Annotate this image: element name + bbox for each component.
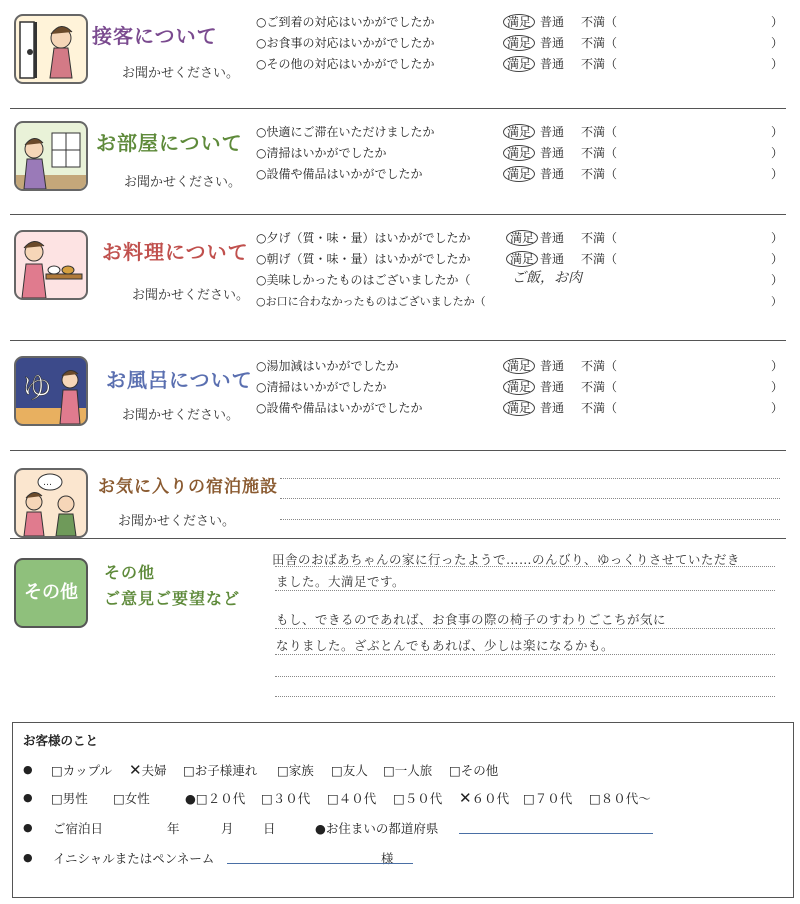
paren-close: ）	[771, 295, 782, 308]
divider	[10, 108, 786, 109]
question-text: ○その他の対応はいかがでしたか	[256, 57, 435, 71]
option-20s[interactable]: ●□２０代	[185, 791, 246, 806]
paren-close: ）	[771, 125, 784, 139]
bullet-icon: ●	[23, 763, 33, 776]
satisfied-option[interactable]: 満足	[503, 398, 535, 419]
answer-line[interactable]	[280, 519, 780, 520]
option-family[interactable]: □家族	[277, 763, 314, 778]
question-text: ○夕げ（質・味・量）はいかがでしたか	[256, 231, 471, 245]
answer-line[interactable]	[280, 498, 780, 499]
satisfied-option[interactable]: 満足	[503, 356, 535, 377]
penname-field[interactable]	[227, 863, 413, 864]
satisfied-option[interactable]: 満足	[503, 122, 535, 143]
option-60s[interactable]: ✕６０代	[459, 789, 510, 807]
meal-heading: お料理について	[102, 240, 249, 264]
meal-sub: お聞かせください。	[132, 288, 250, 303]
normal-option[interactable]: 普通	[540, 125, 565, 139]
normal-option[interactable]: 普通	[540, 57, 565, 71]
satisfied-option[interactable]: 満足	[503, 377, 535, 398]
option-with-children[interactable]: □お子様連れ	[183, 763, 258, 778]
option-50s[interactable]: □５０代	[393, 791, 443, 806]
satisfied-option[interactable]: 満足	[503, 33, 535, 54]
dissatisfied-option[interactable]: 不満（	[581, 36, 618, 50]
question-text: ○お食事の対応はいかがでしたか	[256, 36, 435, 50]
normal-option[interactable]: 普通	[540, 167, 565, 181]
bullet-icon: ●	[23, 821, 33, 834]
option-female[interactable]: □女性	[113, 791, 150, 806]
satisfied-option[interactable]: 満足	[503, 54, 535, 75]
room-heading: お部屋について	[96, 131, 243, 155]
favorite-heading: お気に入りの宿泊施設	[98, 477, 278, 497]
satisfied-option[interactable]: 満足	[503, 143, 535, 164]
customer-title: お客様のこと	[23, 733, 99, 748]
customer-info-box	[12, 722, 794, 898]
dissatisfied-option[interactable]: 不満（	[581, 231, 618, 245]
other-badge-label: その他	[24, 582, 78, 603]
penname-label: イニシャルまたはペンネーム	[53, 851, 215, 866]
bath-noren-icon	[14, 356, 88, 426]
paren-close: ）	[771, 231, 784, 245]
normal-option[interactable]: 普通	[540, 252, 565, 266]
room-hostess-icon	[14, 121, 88, 191]
favorite-sub: お聞かせください。	[118, 514, 236, 529]
bullet-icon: ●	[23, 851, 33, 864]
normal-option[interactable]: 普通	[540, 380, 565, 394]
satisfied-option[interactable]: 満足	[503, 12, 535, 33]
dissatisfied-option[interactable]: 不満（	[581, 401, 618, 415]
dissatisfied-option[interactable]: 不満（	[581, 15, 618, 29]
option-solo[interactable]: □一人旅	[383, 763, 433, 778]
question-text: ○設備や備品はいかがでしたか	[256, 167, 423, 181]
answer-line[interactable]	[275, 590, 775, 591]
paren-close: ）	[771, 15, 784, 29]
question-text: ○清掃はいかがでしたか	[256, 380, 387, 394]
divider	[10, 538, 786, 539]
option-other[interactable]: □その他	[449, 763, 499, 778]
paren-close: ）	[771, 146, 784, 160]
handwritten-comment: ご飯，お肉	[512, 270, 582, 286]
other-heading: その他	[104, 563, 156, 582]
option-70s[interactable]: □７０代	[523, 791, 573, 806]
comment-line: 田舎のおばあちゃんの家に行ったようで……のんびり、ゆっくりさせていただき	[272, 552, 740, 567]
normal-option[interactable]: 普通	[540, 231, 565, 245]
paren-close: ）	[771, 252, 784, 266]
option-friends[interactable]: □友人	[331, 763, 368, 778]
question-text: ○ご到着の対応はいかがでしたか	[256, 15, 435, 29]
dissatisfied-option[interactable]: 不満（	[581, 252, 618, 266]
paren-close: ）	[771, 401, 784, 415]
checked-mark-icon: ✕	[129, 761, 142, 779]
answer-line[interactable]	[275, 696, 775, 697]
question-text: ○お口に合わなかったものはございましたか（	[256, 295, 486, 308]
bath-sub: お聞かせください。	[122, 408, 240, 423]
paren-close: ）	[771, 380, 784, 394]
stay-date-label: ご宿泊日	[53, 821, 104, 836]
answer-line[interactable]	[275, 628, 775, 629]
sama-label: 様	[381, 851, 394, 866]
day-label: 日	[263, 821, 276, 836]
normal-option[interactable]: 普通	[540, 36, 565, 50]
svg-text:…: …	[43, 478, 52, 488]
dissatisfied-option[interactable]: 不満（	[581, 146, 618, 160]
paren-close: ）	[771, 57, 784, 71]
section-favorite	[10, 458, 786, 544]
answer-line[interactable]	[275, 654, 775, 655]
answer-line[interactable]	[280, 478, 780, 479]
option-married[interactable]: ✕夫婦	[129, 761, 167, 779]
question-text: ○設備や備品はいかがでしたか	[256, 401, 423, 415]
answer-line[interactable]	[275, 676, 775, 677]
checked-mark-icon: ✕	[459, 789, 472, 807]
comment-line: もし、できるのであれば、お食事の際の椅子のすわりごこちが気に	[276, 612, 667, 627]
month-label: 月	[221, 821, 234, 836]
option-couple[interactable]: □カップル	[51, 763, 113, 778]
option-80s[interactable]: □８０代〜	[589, 791, 651, 806]
satisfied-option[interactable]: 満足	[506, 249, 538, 270]
divider	[10, 214, 786, 215]
normal-option[interactable]: 普通	[540, 401, 565, 415]
prefecture-field[interactable]	[459, 833, 653, 834]
meal-tray-icon	[14, 230, 88, 300]
option-male[interactable]: □男性	[51, 791, 88, 806]
divider	[10, 340, 786, 341]
normal-option[interactable]: 普通	[540, 359, 565, 373]
paren-close: ）	[771, 36, 784, 50]
question-text: ○美味しかったものはございましたか（	[256, 273, 471, 287]
svg-text:ゆ: ゆ	[22, 371, 52, 406]
paren-close: ）	[771, 273, 784, 287]
bath-heading: お風呂について	[106, 368, 253, 392]
question-text: ○清掃はいかがでしたか	[256, 146, 387, 160]
other-badge	[14, 558, 88, 628]
option-30s[interactable]: □３０代	[261, 791, 311, 806]
dissatisfied-option[interactable]: 不満（	[581, 125, 618, 139]
dissatisfied-option[interactable]: 不満（	[581, 57, 618, 71]
answer-line[interactable]	[275, 566, 775, 567]
question-text: ○朝げ（質・味・量）はいかがでしたか	[256, 252, 471, 266]
satisfied-option[interactable]: 満足	[506, 228, 538, 249]
question-text: ○快適にご滞在いただけましたか	[256, 125, 435, 139]
paren-close: ）	[771, 359, 784, 373]
year-label: 年	[167, 821, 180, 836]
divider	[10, 450, 786, 451]
question-text: ○湯加減はいかがでしたか	[256, 359, 399, 373]
satisfied-option[interactable]: 満足	[503, 164, 535, 185]
dissatisfied-option[interactable]: 不満（	[581, 359, 618, 373]
other-subheading: ご意見ご要望など	[104, 589, 241, 608]
bullet-icon: ●	[23, 791, 33, 804]
room-sub: お聞かせください。	[124, 175, 242, 190]
chatting-guests-icon	[14, 468, 88, 538]
dissatisfied-option[interactable]: 不満（	[581, 167, 618, 181]
hostess-door-icon	[14, 14, 88, 84]
normal-option[interactable]: 普通	[540, 15, 565, 29]
normal-option[interactable]: 普通	[540, 146, 565, 160]
option-40s[interactable]: □４０代	[327, 791, 377, 806]
service-sub: お聞かせください。	[122, 66, 240, 81]
paren-close: ）	[771, 167, 784, 181]
prefecture-label: ●お住まいの都道府県	[315, 821, 439, 836]
dissatisfied-option[interactable]: 不満（	[581, 380, 618, 394]
service-heading: 接客について	[92, 24, 218, 48]
comment-line: なりました。ざぶとんでもあれば、少しは楽になるかも。	[276, 638, 615, 653]
comment-line: ました。大満足です。	[276, 574, 406, 589]
